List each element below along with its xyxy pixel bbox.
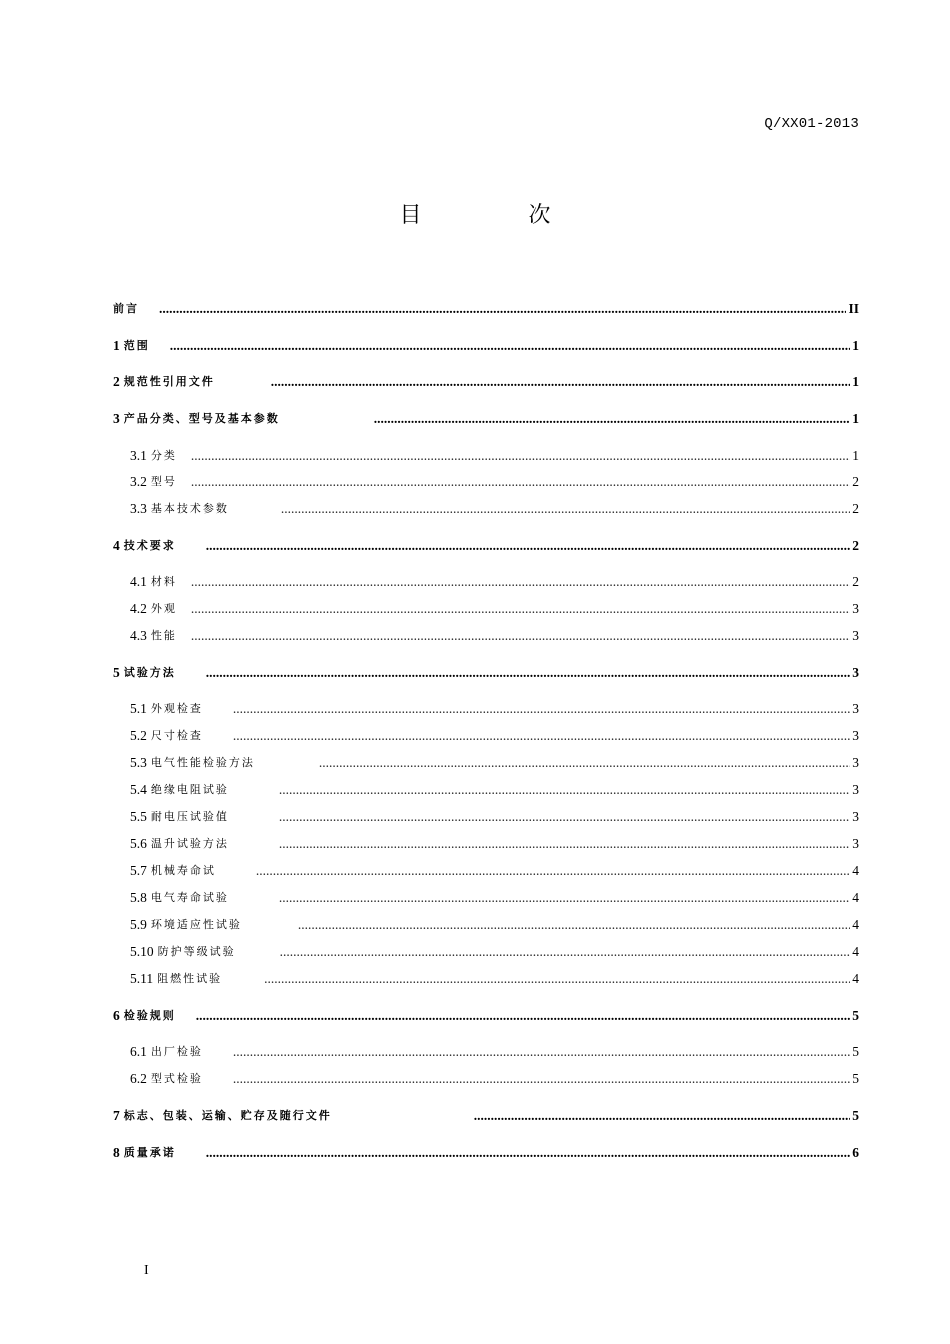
toc-leader-dots [233,1070,850,1088]
toc-leader-dots [279,781,850,799]
toc-entry-number: 5.11 [130,971,154,986]
toc-entry-title: 型式检验 [150,1072,203,1085]
toc-entry[interactable] [130,862,859,880]
toc-entry-title: 规范性引用文件 [123,375,215,388]
toc-entry-title: 技术要求 [123,539,176,552]
toc-entry-title: 电气寿命试验 [150,891,229,904]
toc-entry[interactable] [113,1107,859,1125]
toc-entry[interactable] [130,970,859,988]
toc-entry[interactable] [130,1070,859,1088]
toc-leader-dots [206,664,851,682]
toc-entry-title: 产品分类、型号及基本参数 [123,412,280,425]
toc-entry-number: 5 [113,665,120,680]
toc-entry[interactable] [113,373,859,391]
toc-leader-dots [374,410,851,428]
toc-entry[interactable] [113,1144,859,1162]
toc-entry-title: 尺寸检查 [150,729,203,742]
toc-entry-title: 标志、包装、运输、贮存及随行文件 [123,1109,332,1122]
toc-entry[interactable] [130,473,859,491]
toc-leader-dots [196,1007,851,1025]
toc-leader-dots [474,1107,851,1125]
toc-entry-number: 5.8 [130,890,147,905]
toc-entry[interactable] [130,808,859,826]
toc-entry-number: 8 [113,1145,120,1160]
toc-entry-page: 5 [852,1008,859,1023]
toc-entry-number: 5.3 [130,755,147,770]
toc-entry-title: 防护等级试验 [157,945,236,958]
toc-leader-dots [191,447,850,465]
toc-leader-dots [191,627,850,645]
toc-entry-number: 5.1 [130,701,147,716]
toc-entry[interactable] [130,700,859,718]
toc-entry-number: 3.3 [130,501,147,516]
toc-entry-page: 3 [852,628,859,643]
toc-entry-page: 3 [852,728,859,743]
toc-entry-page: 4 [852,944,859,959]
toc-entry[interactable] [130,500,859,518]
toc-leader-dots [233,727,850,745]
toc-entry-page: 6 [852,1145,859,1160]
page-number: I [144,1263,149,1278]
toc-leader-dots [280,943,851,961]
toc-leader-dots [271,373,851,391]
toc-entry-number: 6 [113,1008,120,1023]
toc-entry-title: 阻燃性试验 [157,972,223,985]
toc-entry-title: 分类 [150,449,177,462]
toc-entry-title: 材料 [150,575,177,588]
toc-entry-page: 3 [852,836,859,851]
toc-entry-number: 4.1 [130,574,147,589]
toc-entry-page: 2 [852,501,859,516]
toc-entry-number: 5.2 [130,728,147,743]
toc-entry[interactable] [130,600,859,618]
toc-entry[interactable] [113,337,859,355]
toc-entry-page: 2 [852,574,859,589]
toc-leader-dots [319,754,850,772]
toc-entry-title: 机械寿命试 [150,864,216,877]
toc-entry-title: 检验规则 [123,1009,176,1022]
toc-entry-title: 电气性能检验方法 [150,756,255,769]
toc-entry-number: 1 [113,338,120,353]
toc-entry-title: 外观 [150,602,177,615]
toc-entry[interactable] [130,1043,859,1061]
toc-entry-page: 4 [852,971,859,986]
toc-entry-page: 5 [852,1108,859,1123]
toc-entry[interactable] [130,835,859,853]
toc-entry-number: 7 [113,1108,120,1123]
toc-entry-title: 绝缘电阻试验 [150,783,229,796]
toc-leader-dots [233,700,850,718]
toc-entry[interactable] [130,754,859,772]
toc-entry-page: 1 [852,411,859,426]
toc-leader-dots [191,573,850,591]
toc-entry[interactable] [130,447,859,465]
toc-entry-page: 2 [852,538,859,553]
toc-entry[interactable] [130,727,859,745]
toc-entry[interactable] [113,410,859,428]
toc-entry[interactable] [130,573,859,591]
toc-entry-title: 性能 [150,629,177,642]
toc-entry-number: 4 [113,538,120,553]
toc-entry[interactable] [130,943,859,961]
toc-entry-title: 基本技术参数 [150,502,229,515]
toc-entry-page: 5 [852,1071,859,1086]
toc-entry-page: II [848,301,859,316]
toc-entry-page: 4 [852,890,859,905]
toc-leader-dots [264,970,850,988]
toc-entry-number: 5.6 [130,836,147,851]
toc-entry-number: 5.7 [130,863,147,878]
toc-entry-page: 1 [852,448,859,463]
toc-entry-title: 环境适应性试验 [150,918,242,931]
toc-entry-title: 范围 [123,339,150,352]
toc-entry-page: 2 [852,474,859,489]
toc-entry-page: 1 [852,338,859,353]
toc-entry[interactable] [113,1007,859,1025]
toc-entry-page: 3 [852,755,859,770]
toc-entry-number: 5.4 [130,782,147,797]
toc-leader-dots [279,889,850,907]
toc-entry-number: 4.3 [130,628,147,643]
toc-entry-title: 出厂检验 [150,1045,203,1058]
toc-entry[interactable] [130,781,859,799]
toc-entry[interactable] [113,537,859,555]
toc-entry-page: 1 [852,374,859,389]
toc-leader-dots [159,300,846,318]
document-number: Q/XX01-2013 [764,116,859,132]
toc-leader-dots [206,1144,851,1162]
toc-entry[interactable] [130,889,859,907]
toc-entry-page: 3 [852,809,859,824]
toc-leader-dots [256,862,850,880]
toc-entry-number: 6.2 [130,1071,147,1086]
toc-leader-dots [279,808,850,826]
toc-entry-number: 3.1 [130,448,147,463]
toc-entry-page: 4 [852,863,859,878]
toc-entry-title: 前言 [113,302,139,315]
toc-entry-number: 5.9 [130,917,147,932]
toc-entry-page: 3 [852,701,859,716]
toc-entry-title: 型号 [150,475,177,488]
toc-entry-title: 质量承诺 [123,1146,176,1159]
toc-leader-dots [170,337,851,355]
toc-leader-dots [279,835,850,853]
toc-entry-number: 5.5 [130,809,147,824]
toc-entry[interactable] [130,627,859,645]
toc-entry-title: 外观检查 [150,702,203,715]
toc-entry-number: 2 [113,374,120,389]
page-title: 目 次 [399,203,601,228]
toc-leader-dots [281,500,850,518]
toc-entry-title: 温升试验方法 [150,837,229,850]
toc-entry-number: 3.2 [130,474,147,489]
toc-entry-title: 试验方法 [123,666,176,679]
toc-entry-page: 3 [852,782,859,797]
toc-entry[interactable] [130,916,859,934]
toc-leader-dots [298,916,850,934]
toc-entry-page: 3 [852,665,859,680]
toc-entry-page: 3 [852,601,859,616]
toc-leader-dots [191,600,850,618]
toc-entry-number: 6.1 [130,1044,147,1059]
toc-entry-number: 4.2 [130,601,147,616]
toc-entry-number: 5.10 [130,944,154,959]
toc-entry-page: 4 [852,917,859,932]
toc-entry[interactable] [113,664,859,682]
toc-leader-dots [206,537,851,555]
toc-entry-number: 3 [113,411,120,426]
toc-leader-dots [233,1043,850,1061]
toc-entry[interactable] [113,300,859,318]
toc-entry-page: 5 [852,1044,859,1059]
toc-leader-dots [191,473,850,491]
toc-entry-title: 耐电压试验值 [150,810,229,823]
